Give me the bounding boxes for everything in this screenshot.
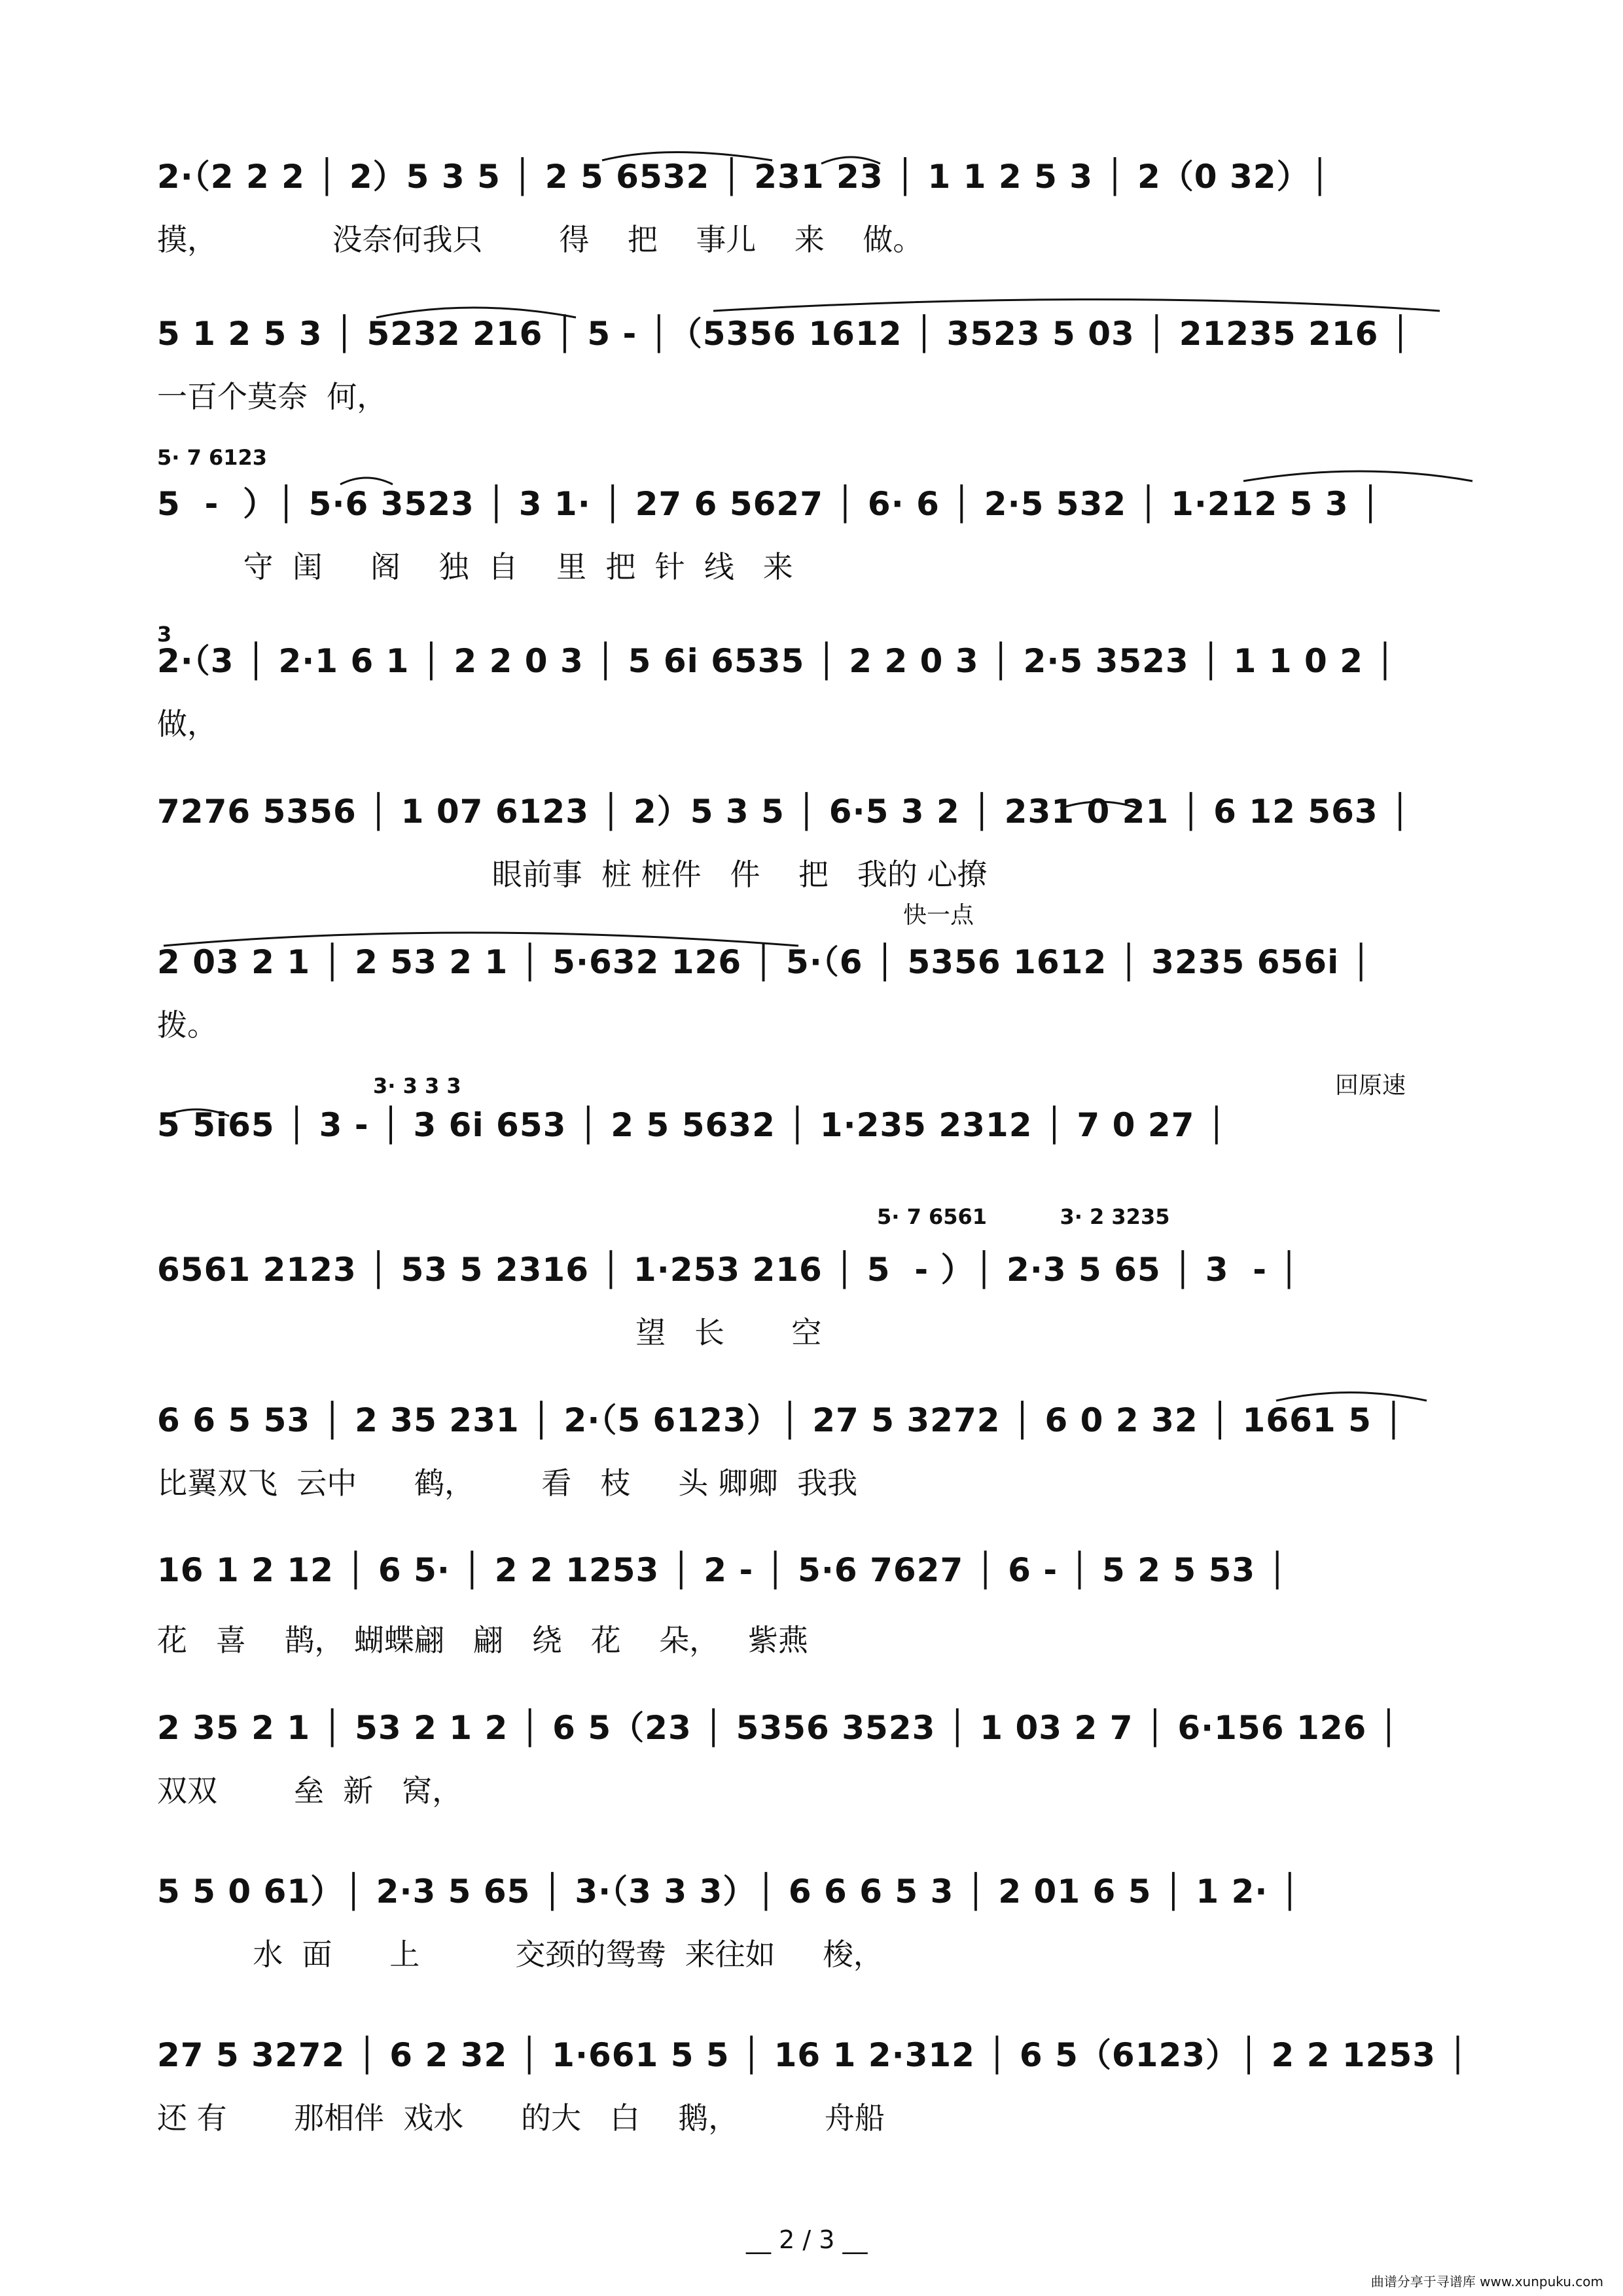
jianpu-notes: 5 5i65 │ 3 - │ 3 6i 653 │ 2 5 5632 │ 1·235 2312 │ 7 0 27 │ (157, 1106, 1227, 1144)
lyrics-line: 摸， 没奈何我只 得 把 事儿 来 做。 (157, 222, 923, 257)
page-number: __ 2 / 3 __ (746, 2225, 868, 2254)
lyrics-line: 还 有 那相伴 戏水 的大 白 鹅， 舟船 (157, 2100, 885, 2136)
lyrics-line: 眼前事 桩 桩件 件 把 我的 心撩 (157, 857, 988, 892)
jianpu-notes: 2·（2 2 2 │ 2）5 3 5 │ 2 5 6532 │ 231 23 │ 1 1 2 5 3 │ 2（0 32）│ (157, 158, 1330, 196)
jianpu-notes: 5 5 0 61）│ 2·3 5 65 │ 3·（3 3 3）│ 6 6 6 5 3 │ 2 01 6 5 │ 1 2· │ (157, 1873, 1300, 1910)
lyrics-line: 水 面 上 交颈的鸳鸯 来往如 梭， (157, 1937, 883, 1972)
jianpu-notes: 6561 2123 │ 53 5 2316 │ 1·253 216 │ 5 - ）│ 2·3 5 65 │ 3 - │ (157, 1251, 1300, 1289)
jianpu-notes: 5 1 2 5 3 │ 5232 216 │ 5 - │（5356 1612 │ 3523 5 03 │ 21235 216 │ (157, 315, 1411, 353)
jianpu-notes: 2 35 2 1 │ 53 2 1 2 │ 6 5（23 │ 5356 3523 │ 1 03 2 7 │ 6·156 126 │ (157, 1709, 1399, 1747)
lyrics-line: 做， (157, 706, 217, 742)
tempo-annotation: 快一点 (903, 902, 974, 929)
grace-notes: 5· 7 6561 3· 2 3235 (877, 1204, 1170, 1229)
grace-notes: 3 (157, 622, 172, 647)
grace-notes: 5· 7 6123 (157, 445, 268, 470)
jianpu-notes: 5 - ）│ 5·6 3523 │ 3 1· │ 27 6 5627 │ 6· 6 │ 2·5 532 │ 1·212 5 3 │ (157, 485, 1382, 523)
lyrics-line: 双双 垒 新 窝， (157, 1773, 463, 1808)
lyrics-line: 守 闺 阁 独 自 里 把 针 线 来 (157, 549, 793, 584)
jianpu-notes: 27 5 3272 │ 6 2 32 │ 1·661 5 5 │ 16 1 2·312 │ 6 5（6123）│ 2 2 1253 │ (157, 2036, 1469, 2074)
lyrics-line: 拨。 (157, 1007, 217, 1043)
jianpu-notes: 7276 5356 │ 1 07 6123 │ 2）5 3 5 │ 6·5 3 2 │ 231 0 21 │ 6 12 563 │ (157, 793, 1411, 831)
grace-notes: 3· 3 3 3 (373, 1073, 461, 1098)
lyrics-line: 一百个莫奈 何， (157, 379, 387, 414)
jianpu-notes: 2 03 2 1 │ 2 53 2 1 │ 5·632 126 │ 5·（6 │ 5356 1612 │ 3235 656i │ (157, 943, 1372, 981)
jianpu-notes: 16 1 2 12 │ 6 5· │ 2 2 1253 │ 2 - │ 5·6 7627 │ 6 - │ 5 2 5 53 │ (157, 1551, 1288, 1589)
lyrics-line: 比翼双飞 云中 鹤， 看 枝 头 卿卿 我我 (157, 1465, 858, 1501)
lyrics-line: 花 喜 鹊， 蝴蝶翩 翩 绕 花 朵， 紫燕 (157, 1623, 808, 1658)
jianpu-notes: 6 6 5 53 │ 2 35 231 │ 2·（5 6123）│ 27 5 3272 │ 6 0 2 32 │ 1661 5 │ (157, 1401, 1404, 1439)
tempo-annotation: 回原速 (1335, 1072, 1406, 1099)
lyrics-line: 望 长 空 (157, 1315, 822, 1350)
jianpu-notes: 2·（3 │ 2·1 6 1 │ 2 2 0 3 │ 5 6i 6535 │ 2 2 0 3 │ 2·5 3523 │ 1 1 0 2 │ (157, 642, 1396, 680)
watermark-footer: 曲谱分享于寻谱库 www.xunpuku.com (1370, 2274, 1603, 2289)
